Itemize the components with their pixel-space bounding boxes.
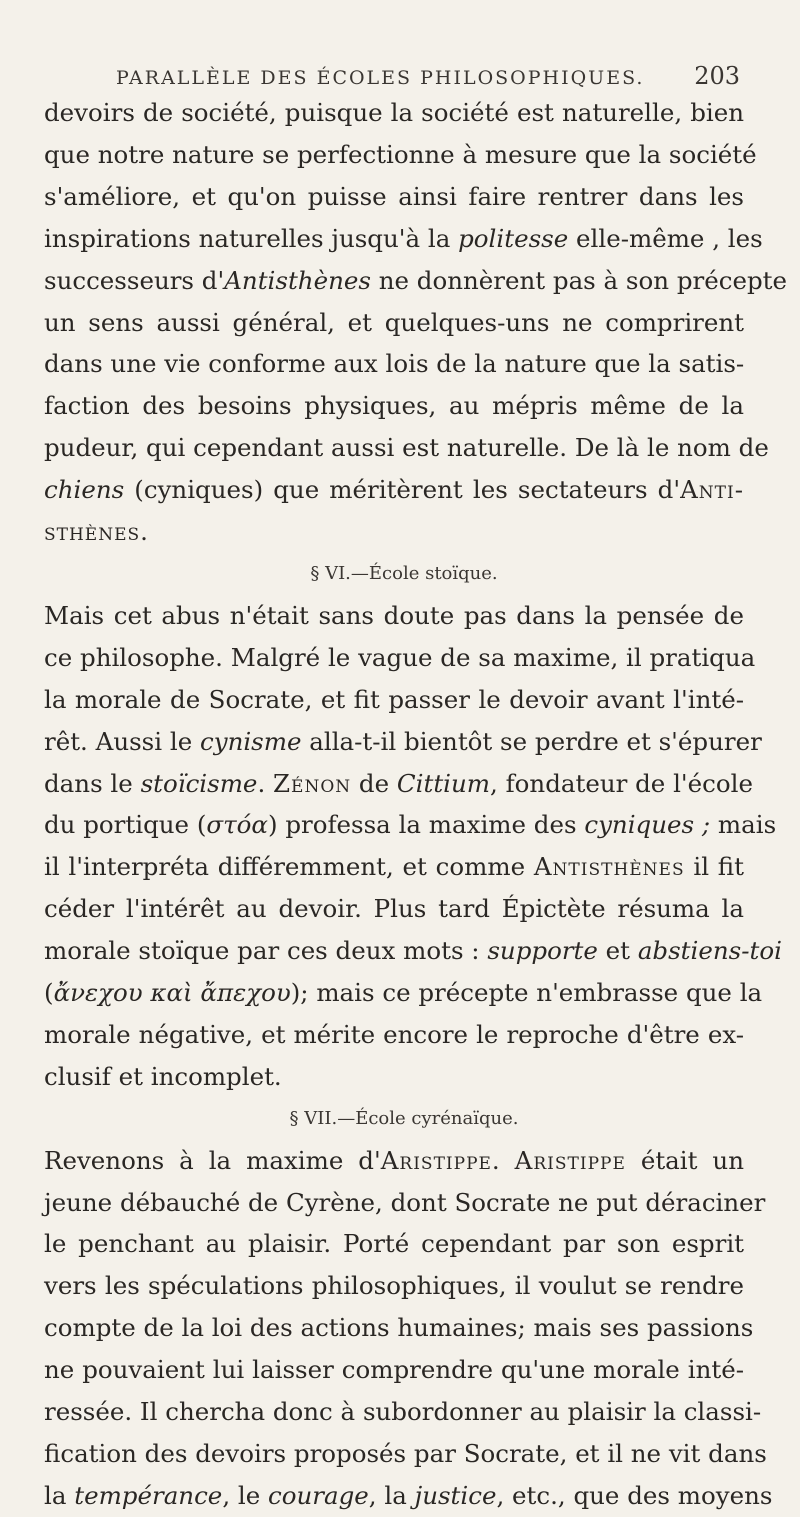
text-line (44, 511, 744, 553)
text-line (44, 763, 753, 805)
greek-phrase: ἄνεχου καὶ ἄπεχου (53, 978, 291, 1008)
text-line: ne pouvaient lui laisser comprendre qu'une morale inté- (44, 1355, 744, 1385)
italic-term: politesse (458, 223, 569, 253)
text-line (44, 804, 777, 846)
text-span: rêt. Aussi le (44, 726, 200, 756)
text-span: ( (44, 978, 54, 1008)
text-line: devoirs de société, puisque la société est naturelle, bien (44, 98, 744, 127)
text-line (44, 218, 763, 260)
text-line: le penchant au plaisir. Porté cependant par son esprit (44, 1229, 744, 1259)
text-span: dans le (44, 768, 141, 798)
text-span: , etc., que des moyens (496, 1480, 773, 1510)
small-caps-name: Zénon (273, 768, 352, 798)
text-span: . (491, 1145, 515, 1175)
section-heading: § VI.—École stoïque. (310, 562, 498, 584)
text-line (44, 930, 782, 972)
text-span: il fit (684, 852, 744, 882)
small-caps-name: Aristippe (514, 1145, 626, 1175)
text-span: (cyniques) que méritèrent les sectateurs d' (124, 475, 681, 505)
italic-term: abstiens-toi (637, 936, 782, 966)
text-line: que notre nature se perfectionne à mesure que la société (44, 139, 757, 169)
greek-word: στόα (206, 810, 268, 840)
text-line: la morale de Socrate, et fit passer le devoir avant l'inté- (44, 684, 744, 714)
text-line: un sens aussi général, et quelques-uns ne comprirent (44, 307, 744, 337)
text-span: alla-t-il bientôt se perdre et s'épurer (301, 726, 762, 756)
text-line (44, 469, 744, 511)
text-line: ce philosophe. Malgré le vague de sa maxime, il pratiqua (44, 642, 756, 672)
text-span: , fondateur de l'école (490, 768, 753, 798)
text-span: la (44, 1480, 75, 1510)
running-title: PARALLÈLE DES ÉCOLES PHILOSOPHIQUES. (116, 67, 645, 89)
text-span: . (257, 768, 274, 798)
text-span: ) professa la maxime des (267, 810, 585, 840)
italic-term: cyniques ; (584, 810, 711, 840)
small-caps-name: Aristippe (380, 1145, 492, 1175)
text-line: dans une vie conforme aux lois de la nature que la satis- (44, 349, 745, 379)
text-line: clusif et incomplet. (44, 1061, 282, 1091)
text-line: céder l'intérêt au devoir. Plus tard Épictète résuma la (44, 894, 744, 924)
text-line: faction des besoins physiques, au mépris même de la (44, 391, 744, 421)
text-span: , le (222, 1480, 269, 1510)
text-span: Revenons à la maxime d' (44, 1145, 381, 1175)
small-caps-name: sthènes. (44, 517, 149, 547)
text-span: ne donnèrent pas à son précepte (370, 265, 787, 295)
italic-term: supporte (487, 936, 598, 966)
italic-term: justice (414, 1480, 497, 1510)
text-line: morale négative, et mérite encore le reproche d'être ex- (44, 1019, 744, 1049)
italic-term: courage (268, 1480, 369, 1510)
text-line (44, 846, 744, 888)
paragraph-2 (44, 595, 782, 1098)
small-caps-name: Anti- (680, 475, 744, 505)
text-line (44, 721, 762, 763)
paragraph-3 (44, 1140, 773, 1517)
text-line (44, 260, 787, 302)
italic-term: stoïcisme (140, 768, 258, 798)
italic-name: Antisthènes (224, 265, 371, 295)
italic-term: cynisme (200, 726, 302, 756)
text-span: était un (625, 1145, 744, 1175)
text-line (44, 1475, 773, 1517)
text-span: et (597, 936, 638, 966)
text-span: du portique ( (44, 810, 207, 840)
text-span: elle-même , les (568, 223, 763, 253)
italic-term: tempérance (74, 1480, 223, 1510)
text-line: compte de la loi des actions humaines; mais ses passions (44, 1313, 754, 1343)
text-line: jeune débauché de Cyrène, dont Socrate ne put déraciner (44, 1187, 766, 1217)
page-number: 203 (694, 62, 740, 90)
running-header (116, 62, 740, 90)
italic-term: chiens (44, 475, 125, 505)
paragraph-1 (44, 92, 787, 553)
text-line: s'améliore, et qu'on puisse ainsi faire rentrer dans les (44, 181, 744, 211)
text-span: il l'interpréta différemment, et comme (44, 852, 534, 882)
body-text (44, 92, 787, 1517)
text-line: vers les spéculations philosophiques, il voulut se rendre (44, 1271, 744, 1301)
text-span: ); mais ce précepte n'embrasse que la (290, 978, 763, 1008)
text-span: de (351, 768, 397, 798)
text-line (44, 1140, 744, 1182)
text-span: , la (368, 1480, 415, 1510)
text-line: pudeur, qui cependant aussi est naturelle. De là le nom de (44, 433, 769, 463)
section-heading: § VII.—École cyrénaïque. (289, 1107, 519, 1129)
italic-name: Cittium (396, 768, 491, 798)
text-span: inspirations naturelles jusqu'à la (44, 223, 459, 253)
text-span: morale stoïque par ces deux mots : (44, 936, 488, 966)
text-span: successeurs d' (44, 265, 225, 295)
text-line: Mais cet abus n'était sans doute pas dans la pensée de (44, 600, 744, 630)
text-line: ressée. Il chercha donc à subordonner au plaisir la classi- (44, 1397, 762, 1427)
text-line: fication des devoirs proposés par Socrate, et il ne vit dans (44, 1439, 767, 1468)
text-span: mais (710, 810, 777, 840)
text-line (44, 972, 763, 1014)
small-caps-name: Antisthènes (533, 852, 685, 882)
